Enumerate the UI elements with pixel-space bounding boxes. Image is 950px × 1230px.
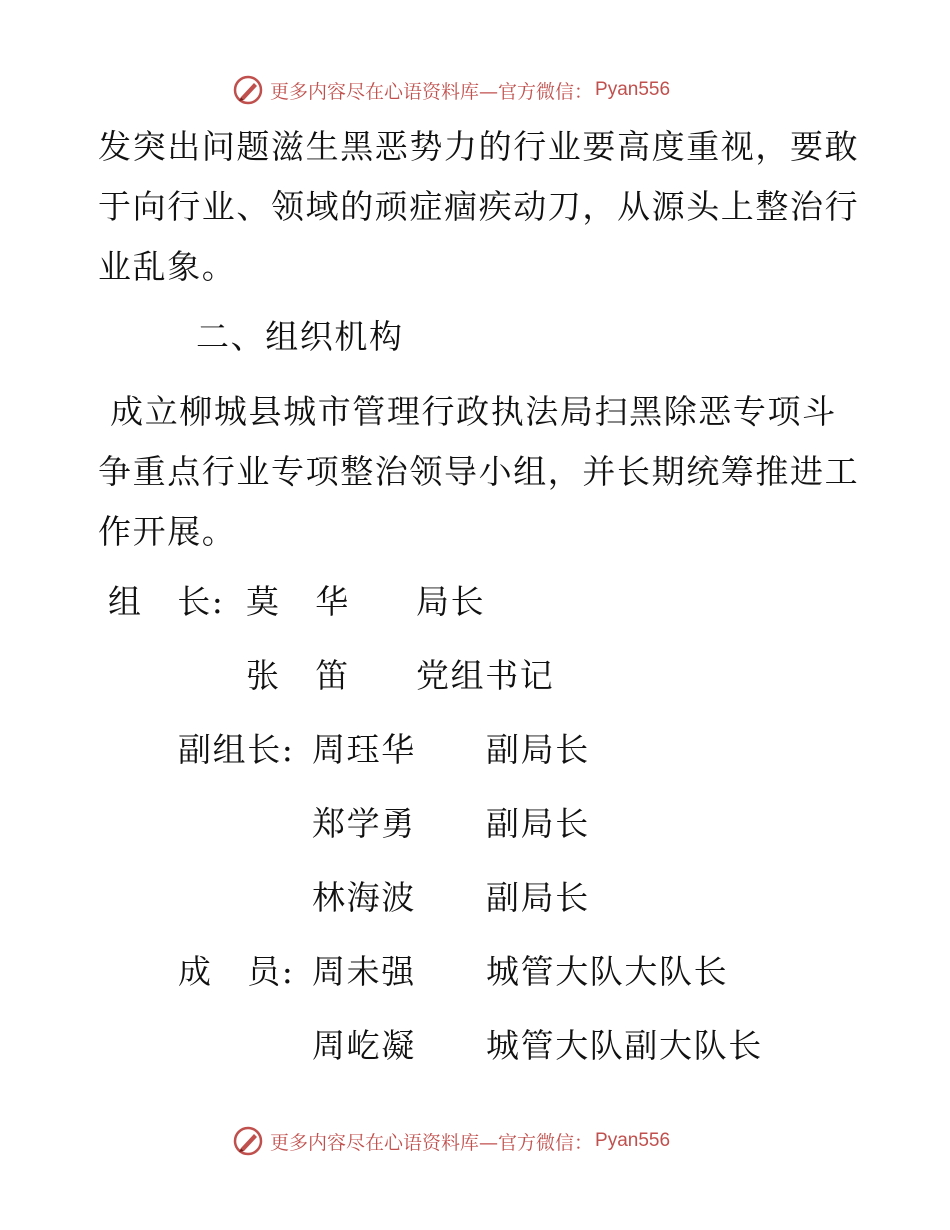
roster-label-member: 成 员: xyxy=(178,952,295,991)
paragraph-line: 作开展。 xyxy=(98,512,237,551)
roster-label-deputy: 副组长: xyxy=(178,730,295,769)
watermark-header xyxy=(232,72,670,108)
roster-name: 周屹凝 xyxy=(312,1026,416,1065)
roster-title: 城管大队大队长 xyxy=(486,952,729,991)
roster-title: 城管大队副大队长 xyxy=(486,1026,763,1065)
watermark-text: 更多内容尽在心语资料库—官方微信： xyxy=(270,1131,594,1154)
watermark-wechat-id: Pyan556 xyxy=(595,79,671,100)
roster-label-leader: 组 长: xyxy=(108,582,225,621)
roster-title: 局长 xyxy=(416,582,486,621)
roster-title: 副局长 xyxy=(486,878,590,917)
roster-title: 副局长 xyxy=(486,730,590,769)
roster-name: 郑学勇 xyxy=(312,804,416,843)
roster-name: 莫 华 xyxy=(246,582,350,621)
paragraph-line: 业乱象。 xyxy=(98,247,237,286)
roster-title: 党组书记 xyxy=(416,656,555,695)
watermark-footer xyxy=(232,1123,670,1159)
paragraph-line: 发突出问题滋生黑恶势力的行业要高度重视，要敢 xyxy=(98,127,860,166)
paragraph-line: 争重点行业专项整治领导小组，并长期统筹推进工 xyxy=(98,452,860,491)
roster-title: 副局长 xyxy=(486,804,590,843)
roster-name: 林海波 xyxy=(312,878,416,917)
roster-name: 周珏华 xyxy=(312,730,416,769)
pen-logo-icon xyxy=(232,1125,264,1157)
roster-name: 张 笛 xyxy=(246,656,350,695)
roster-name: 周未强 xyxy=(312,952,416,991)
watermark-text: 更多内容尽在心语资料库—官方微信： xyxy=(270,80,594,103)
section-heading: 二、组织机构 xyxy=(196,317,404,356)
watermark-wechat-id: Pyan556 xyxy=(595,1130,671,1151)
paragraph-line: 于向行业、领域的顽症痼疾动刀，从源头上整治行 xyxy=(98,187,860,226)
pen-logo-icon xyxy=(232,74,264,106)
paragraph-line: 成立柳城县城市管理行政执法局扫黑除恶专项斗 xyxy=(98,392,837,431)
